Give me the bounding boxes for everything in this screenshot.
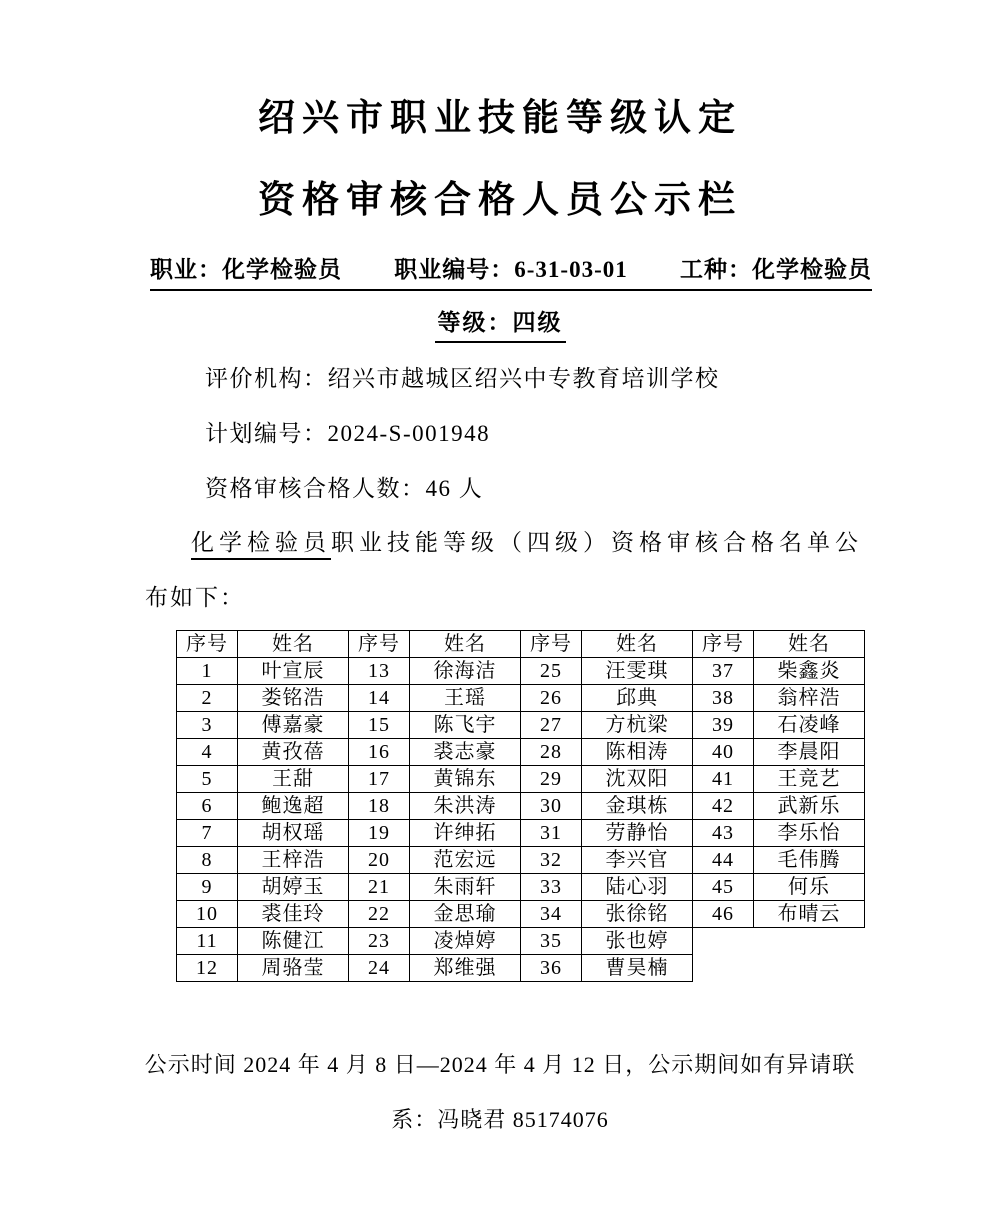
serial-cell: 19 — [349, 820, 410, 847]
serial-cell: 39 — [693, 712, 754, 739]
name-cell: 陆心羽 — [582, 874, 693, 901]
table-row — [177, 847, 865, 874]
name-cell: 毛伟腾 — [754, 847, 865, 874]
column-header: 序号 — [177, 631, 238, 658]
table-row — [177, 955, 865, 982]
serial-cell: 37 — [693, 658, 754, 685]
table-row — [177, 712, 865, 739]
trade-field: 工种：化学检验员 — [679, 257, 872, 282]
column-header: 序号 — [693, 631, 754, 658]
serial-cell: 9 — [177, 874, 238, 901]
qualified-count-line: 资格审核合格人数：46 人 — [205, 476, 484, 501]
agency-line: 评价机构：绍兴市越城区绍兴中专教育培训学校 — [205, 366, 720, 391]
name-cell: 朱洪涛 — [410, 793, 521, 820]
serial-cell: 18 — [349, 793, 410, 820]
table-row — [177, 874, 865, 901]
serial-cell: 16 — [349, 739, 410, 766]
name-cell: 陈相涛 — [582, 739, 693, 766]
name-cell: 汪雯琪 — [582, 658, 693, 685]
serial-cell: 42 — [693, 793, 754, 820]
table-header-row — [177, 631, 865, 658]
name-cell: 郑维强 — [410, 955, 521, 982]
table-header — [177, 631, 865, 658]
column-header: 姓名 — [754, 631, 865, 658]
name-cell: 许绅拓 — [410, 820, 521, 847]
column-header: 姓名 — [410, 631, 521, 658]
name-cell: 布晴云 — [754, 901, 865, 928]
page-title-line2: 资格审核合格人员公示栏 — [258, 180, 742, 221]
name-cell: 李乐怡 — [754, 820, 865, 847]
name-cell: 方杭梁 — [582, 712, 693, 739]
name-cell: 胡婷玉 — [238, 874, 349, 901]
name-cell: 范宏远 — [410, 847, 521, 874]
column-header: 姓名 — [582, 631, 693, 658]
column-header: 姓名 — [238, 631, 349, 658]
serial-cell: 35 — [521, 928, 582, 955]
serial-cell: 20 — [349, 847, 410, 874]
name-cell: 黄孜蓓 — [238, 739, 349, 766]
name-cell: 曹昊楠 — [582, 955, 693, 982]
serial-cell: 28 — [521, 739, 582, 766]
serial-cell: 30 — [521, 793, 582, 820]
level-line — [0, 304, 1000, 343]
name-cell: 鲍逸超 — [238, 793, 349, 820]
serial-cell: 22 — [349, 901, 410, 928]
name-cell: 裘志豪 — [410, 739, 521, 766]
serial-cell: 15 — [349, 712, 410, 739]
name-cell: 陈健江 — [238, 928, 349, 955]
serial-cell: 12 — [177, 955, 238, 982]
serial-cell: 17 — [349, 766, 410, 793]
name-cell: 裘佳玲 — [238, 901, 349, 928]
empty-cell — [693, 928, 754, 955]
name-cell: 陈飞宇 — [410, 712, 521, 739]
name-cell: 黄锦东 — [410, 766, 521, 793]
name-cell: 劳静怡 — [582, 820, 693, 847]
name-cell: 金琪栋 — [582, 793, 693, 820]
name-cell: 娄铭浩 — [238, 685, 349, 712]
contact-line: 系：冯晓君 85174076 — [391, 1107, 609, 1132]
level-value: 等级：四级 — [435, 304, 566, 343]
table-row — [177, 739, 865, 766]
list-intro-line2: 布如下： — [145, 585, 245, 610]
name-cell: 王甜 — [238, 766, 349, 793]
name-cell: 王瑶 — [410, 685, 521, 712]
serial-cell: 26 — [521, 685, 582, 712]
list-intro-line1 — [191, 524, 863, 557]
name-cell: 金思瑜 — [410, 901, 521, 928]
occupation-field: 职业：化学检验员 — [150, 257, 342, 282]
serial-cell: 36 — [521, 955, 582, 982]
name-cell: 叶宣辰 — [238, 658, 349, 685]
empty-cell — [693, 955, 754, 982]
name-cell: 石凌峰 — [754, 712, 865, 739]
occupation-info-line — [150, 251, 872, 291]
serial-cell: 44 — [693, 847, 754, 874]
serial-cell: 38 — [693, 685, 754, 712]
name-cell: 张徐铭 — [582, 901, 693, 928]
publicity-period-line: 公示时间 2024 年 4 月 8 日—2024 年 4 月 12 日，公示期间如有异请联 — [144, 1052, 856, 1077]
serial-cell: 27 — [521, 712, 582, 739]
serial-cell: 7 — [177, 820, 238, 847]
name-cell: 沈双阳 — [582, 766, 693, 793]
table-row — [177, 793, 865, 820]
table-row — [177, 766, 865, 793]
serial-cell: 11 — [177, 928, 238, 955]
page-title-line1: 绍兴市职业技能等级认定 — [258, 98, 742, 139]
serial-cell: 40 — [693, 739, 754, 766]
serial-cell: 14 — [349, 685, 410, 712]
table-row — [177, 820, 865, 847]
serial-cell: 6 — [177, 793, 238, 820]
table-row — [177, 658, 865, 685]
table-row — [177, 928, 865, 955]
serial-cell: 46 — [693, 901, 754, 928]
serial-cell: 45 — [693, 874, 754, 901]
serial-cell: 13 — [349, 658, 410, 685]
serial-cell: 10 — [177, 901, 238, 928]
name-cell: 朱雨轩 — [410, 874, 521, 901]
name-cell: 胡权瑶 — [238, 820, 349, 847]
qualified-list-table — [176, 630, 865, 982]
serial-cell: 2 — [177, 685, 238, 712]
serial-cell: 33 — [521, 874, 582, 901]
table-body — [177, 658, 865, 982]
name-cell: 张也婷 — [582, 928, 693, 955]
name-cell: 王梓浩 — [238, 847, 349, 874]
column-header: 序号 — [521, 631, 582, 658]
name-cell: 周骆莹 — [238, 955, 349, 982]
empty-cell — [754, 955, 865, 982]
occupation-code-field: 职业编号：6-31-03-01 — [394, 257, 628, 282]
name-cell: 李兴官 — [582, 847, 693, 874]
intro-rest-text: 职业技能等级（四级）资格审核合格名单公 — [331, 530, 863, 555]
serial-cell: 43 — [693, 820, 754, 847]
serial-cell: 29 — [521, 766, 582, 793]
serial-cell: 34 — [521, 901, 582, 928]
serial-cell: 8 — [177, 847, 238, 874]
column-header: 序号 — [349, 631, 410, 658]
name-cell: 王竞艺 — [754, 766, 865, 793]
name-cell: 武新乐 — [754, 793, 865, 820]
serial-cell: 25 — [521, 658, 582, 685]
name-cell: 凌焯婷 — [410, 928, 521, 955]
serial-cell: 41 — [693, 766, 754, 793]
serial-cell: 24 — [349, 955, 410, 982]
plan-number-line: 计划编号：2024-S-001948 — [205, 421, 491, 446]
name-cell: 傅嘉豪 — [238, 712, 349, 739]
table-row — [177, 685, 865, 712]
name-cell: 李晨阳 — [754, 739, 865, 766]
occupation-underlined: 化学检验员 — [191, 530, 331, 560]
serial-cell: 3 — [177, 712, 238, 739]
name-cell: 徐海洁 — [410, 658, 521, 685]
serial-cell: 21 — [349, 874, 410, 901]
serial-cell: 1 — [177, 658, 238, 685]
name-cell: 何乐 — [754, 874, 865, 901]
serial-cell: 31 — [521, 820, 582, 847]
serial-cell: 4 — [177, 739, 238, 766]
name-cell: 翁梓浩 — [754, 685, 865, 712]
empty-cell — [754, 928, 865, 955]
serial-cell: 23 — [349, 928, 410, 955]
serial-cell: 5 — [177, 766, 238, 793]
table-row — [177, 901, 865, 928]
name-cell: 柴鑫炎 — [754, 658, 865, 685]
name-cell: 邱典 — [582, 685, 693, 712]
serial-cell: 32 — [521, 847, 582, 874]
